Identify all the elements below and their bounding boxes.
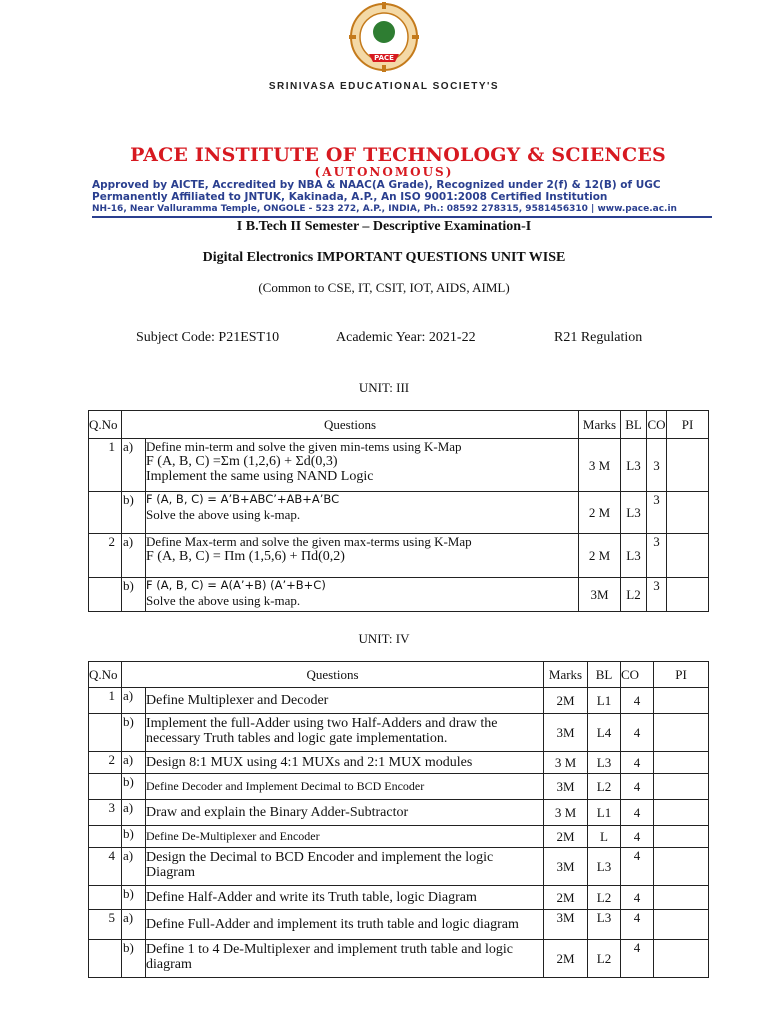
header-pi: PI [654, 662, 709, 688]
question-marks: 2M [544, 940, 588, 978]
question-co: 4 [621, 910, 654, 940]
question-number [89, 578, 122, 612]
question-text [146, 534, 579, 578]
question-text: Define Half-Adder and write its Truth table, logic Diagram [146, 886, 544, 910]
institute-logo [347, 2, 421, 76]
question-bl: L3 [621, 534, 647, 578]
question-line: F (A, B, C) = Πm (1,5,6) + Πd(0,2) [146, 549, 345, 564]
table-row [89, 940, 709, 978]
header-bl: BL [588, 662, 621, 688]
question-bl: L4 [588, 714, 621, 752]
question-pi [654, 848, 709, 886]
table-row [89, 886, 709, 910]
question-bl: L [588, 826, 621, 848]
header-questions: Questions [122, 411, 579, 439]
question-line: F (A, B, C) = A’B+ABC’+AB+A’BC [146, 492, 340, 506]
question-text [146, 714, 544, 752]
subject-info-row [0, 330, 768, 350]
question-pi [667, 534, 709, 578]
question-part: b) [122, 714, 146, 752]
academic-year: Academic Year: 2021-22 [336, 330, 476, 345]
question-co: 3 [647, 439, 667, 492]
question-bl: L3 [588, 910, 621, 940]
question-text: Define De-Multiplexer and Encoder [146, 826, 544, 848]
question-co: 4 [621, 774, 654, 800]
autonomous-label: (AUTONOMOUS) [314, 165, 454, 179]
question-marks: 3 M [579, 439, 621, 492]
question-pi [654, 940, 709, 978]
table-row [89, 752, 709, 774]
question-text [146, 439, 579, 492]
regulation: R21 Regulation [554, 330, 643, 345]
table-row [89, 800, 709, 826]
question-text [146, 848, 544, 886]
question-line: Design the Decimal to BCD Encoder and implement the logic [146, 850, 494, 865]
address-text: NH-16, Near Valluramma Temple, ONGOLE - 523 272, A.P., INDIA, Ph.: 08592 278315, 9581456310 | www.pace.ac.in [92, 204, 712, 218]
question-co: 4 [621, 886, 654, 910]
question-bl: L1 [588, 800, 621, 826]
question-number [89, 826, 122, 848]
question-marks: 2M [544, 886, 588, 910]
question-bl: L2 [588, 774, 621, 800]
question-number: 2 [89, 752, 122, 774]
question-number: 2 [89, 534, 122, 578]
question-number: 5 [89, 910, 122, 940]
question-line: F (A, B, C) =Σm (1,2,6) + Σd(0,3) [146, 454, 338, 469]
subject-title: Digital Electronics IMPORTANT QUESTIONS UNIT WISE [202, 250, 566, 265]
question-text [146, 578, 579, 612]
question-bl: L3 [588, 848, 621, 886]
question-pi [654, 714, 709, 752]
question-marks: 2M [544, 826, 588, 848]
question-pi [654, 688, 709, 714]
header-marks: Marks [579, 411, 621, 439]
question-co: 4 [621, 940, 654, 978]
question-line: Diagram [146, 865, 195, 880]
table-row [89, 688, 709, 714]
question-text: Define Multiplexer and Decoder [146, 688, 544, 714]
question-line: diagram [146, 957, 192, 972]
question-bl: L2 [588, 940, 621, 978]
table-row [89, 774, 709, 800]
question-pi [654, 774, 709, 800]
question-number [89, 886, 122, 910]
table-row [89, 492, 709, 534]
subject-code: Subject Code: P21EST10 [136, 330, 280, 345]
unit4-title: UNIT: IV [358, 631, 410, 646]
question-co: 4 [621, 688, 654, 714]
question-co: 4 [621, 848, 654, 886]
question-marks: 3 M [544, 800, 588, 826]
question-co: 4 [621, 752, 654, 774]
question-number: 4 [89, 848, 122, 886]
approval-text: Approved by AICTE, Accredited by NBA & NAAC(A Grade), Recognized under 2(f) & 12(B) of UGC [92, 179, 661, 191]
institute-name: PACE INSTITUTE OF TECHNOLOGY & SCIENCES [130, 144, 666, 166]
question-co: 4 [621, 714, 654, 752]
question-marks: 3M [544, 714, 588, 752]
question-line: Define min-term and solve the given min-tems using K-Map [146, 439, 462, 454]
header-qno: Q.No [89, 411, 122, 439]
question-line: Solve the above using k-map. [146, 593, 301, 608]
question-bl: L1 [588, 688, 621, 714]
question-bl: L3 [621, 492, 647, 534]
question-part: b) [122, 940, 146, 978]
table-row [89, 534, 709, 578]
question-text: Design 8:1 MUX using 4:1 MUXs and 2:1 MUX modules [146, 752, 544, 774]
question-part: b) [122, 886, 146, 910]
question-line: Define Max-term and solve the given max-terms using K-Map [146, 534, 472, 549]
table-row [89, 826, 709, 848]
question-pi [667, 578, 709, 612]
question-text: Define Decoder and Implement Decimal to BCD Encoder [146, 774, 544, 800]
question-part: a) [122, 688, 146, 714]
question-marks: 2M [544, 688, 588, 714]
question-number [89, 940, 122, 978]
header-qno: Q.No [89, 662, 122, 688]
question-co: 3 [647, 534, 667, 578]
header-pi: PI [667, 411, 709, 439]
header-questions: Questions [122, 662, 544, 688]
question-number [89, 714, 122, 752]
question-marks: 3 M [544, 752, 588, 774]
question-marks: 3M [544, 848, 588, 886]
unit3-table [88, 410, 709, 612]
table-row [89, 910, 709, 940]
question-pi [654, 752, 709, 774]
table-row [89, 848, 709, 886]
question-text [146, 940, 544, 978]
question-part: a) [122, 439, 146, 492]
question-pi [654, 800, 709, 826]
question-text [146, 492, 579, 534]
question-line: necessary Truth tables and logic gate implementation. [146, 731, 448, 746]
question-part: a) [122, 752, 146, 774]
table-row [89, 714, 709, 752]
question-part: a) [122, 910, 146, 940]
question-part: a) [122, 534, 146, 578]
question-marks: 2 M [579, 492, 621, 534]
question-number [89, 492, 122, 534]
table-header-row [89, 411, 709, 439]
question-number: 1 [89, 688, 122, 714]
question-co: 4 [621, 826, 654, 848]
question-line: F (A, B, C) = A(A’+B) (A’+B+C) [146, 578, 326, 592]
question-part: b) [122, 492, 146, 534]
question-number: 1 [89, 439, 122, 492]
question-part: b) [122, 826, 146, 848]
question-marks: 3M [544, 910, 588, 940]
table-row [89, 439, 709, 492]
question-text: Draw and explain the Binary Adder-Subtractor [146, 800, 544, 826]
question-marks: 3M [544, 774, 588, 800]
question-marks: 2 M [579, 534, 621, 578]
unit3-title: UNIT: III [358, 380, 410, 395]
table-row [89, 578, 709, 612]
question-co: 3 [647, 492, 667, 534]
exam-title: I B.Tech II Semester – Descriptive Examination-I [236, 219, 532, 234]
question-pi [654, 886, 709, 910]
header-bl: BL [621, 411, 647, 439]
question-line: Implement the same using NAND Logic [146, 469, 374, 484]
question-bl: L2 [588, 886, 621, 910]
question-bl: L3 [621, 439, 647, 492]
question-line: Implement the full-Adder using two Half-Adders and draw the [146, 716, 498, 731]
question-line: Solve the above using k-map. [146, 507, 301, 522]
table-header-row [89, 662, 709, 688]
logo-label: PACE [374, 54, 394, 62]
question-part: b) [122, 578, 146, 612]
question-marks: 3M [579, 578, 621, 612]
common-to: (Common to CSE, IT, CSIT, IOT, AIDS, AIML) [258, 280, 510, 295]
question-number: 3 [89, 800, 122, 826]
question-pi [667, 492, 709, 534]
question-part: b) [122, 774, 146, 800]
question-part: a) [122, 800, 146, 826]
society-name: SRINIVASA EDUCATIONAL SOCIETY'S [268, 81, 500, 92]
question-bl: L2 [621, 578, 647, 612]
question-line: Define 1 to 4 De-Multiplexer and implement truth table and logic [146, 942, 514, 957]
question-number [89, 774, 122, 800]
question-pi [654, 910, 709, 940]
header-marks: Marks [544, 662, 588, 688]
unit4-table [88, 661, 709, 978]
question-pi [667, 439, 709, 492]
header-co: CO [621, 662, 654, 688]
question-co: 3 [647, 578, 667, 612]
question-text: Define Full-Adder and implement its truth table and logic diagram [146, 910, 544, 940]
affiliation-text: Permanently Affiliated to JNTUK, Kakinada, A.P., An ISO 9001:2008 Certified Institution [92, 191, 608, 203]
header-co: CO [647, 411, 667, 439]
question-pi [654, 826, 709, 848]
question-part: a) [122, 848, 146, 886]
question-bl: L3 [588, 752, 621, 774]
question-co: 4 [621, 800, 654, 826]
